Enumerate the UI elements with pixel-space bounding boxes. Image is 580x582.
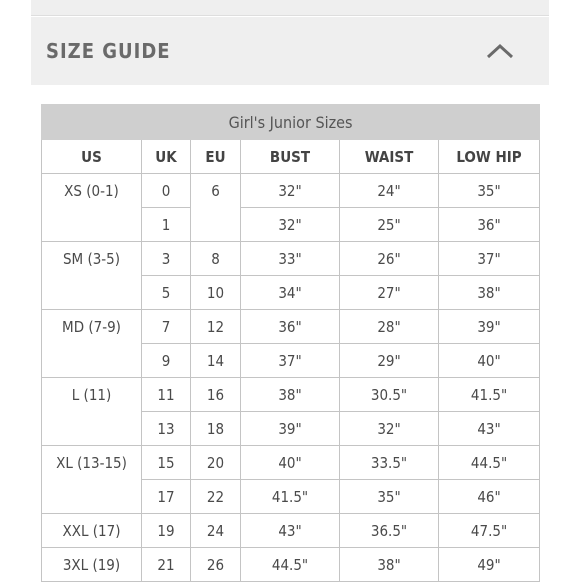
cell-eu-size: 10 — [191, 276, 241, 310]
chevron-up-icon[interactable] — [485, 41, 515, 61]
cell-low-hip: 36" — [439, 208, 540, 242]
table-row — [42, 378, 540, 412]
table-row — [42, 548, 540, 582]
cell-bust: 39" — [241, 412, 340, 446]
cell-waist: 26" — [340, 242, 439, 276]
cell-uk-size: 1 — [142, 208, 191, 242]
cell-low-hip: 49" — [439, 548, 540, 582]
cell-waist: 35" — [340, 480, 439, 514]
table-row — [42, 174, 540, 208]
cell-bust: 32" — [241, 208, 340, 242]
cell-eu-size: 22 — [191, 480, 241, 514]
cell-eu-size: 14 — [191, 344, 241, 378]
cell-waist: 28" — [340, 310, 439, 344]
cell-uk-size: 11 — [142, 378, 191, 412]
cell-waist: 38" — [340, 548, 439, 582]
cell-low-hip: 44.5" — [439, 446, 540, 480]
column-header-eu: EU — [191, 140, 241, 174]
cell-uk-size: 9 — [142, 344, 191, 378]
cell-waist: 29" — [340, 344, 439, 378]
cell-bust: 41.5" — [241, 480, 340, 514]
cell-bust: 40" — [241, 446, 340, 480]
cell-waist: 36.5" — [340, 514, 439, 548]
cell-eu-size: 8 — [191, 242, 241, 276]
column-header-waist: WAIST — [340, 140, 439, 174]
cell-eu-size: 20 — [191, 446, 241, 480]
size-guide-title: SIZE GUIDE — [46, 39, 171, 63]
size-table-body — [42, 174, 540, 582]
cell-us-size: XXL (17) — [42, 514, 142, 548]
cell-waist: 24" — [340, 174, 439, 208]
cell-low-hip: 40" — [439, 344, 540, 378]
cell-waist: 32" — [340, 412, 439, 446]
cell-bust: 44.5" — [241, 548, 340, 582]
cell-uk-size: 0 — [142, 174, 191, 208]
column-header-bust: BUST — [241, 140, 340, 174]
cell-low-hip: 43" — [439, 412, 540, 446]
cell-uk-size: 3 — [142, 242, 191, 276]
cell-bust: 33" — [241, 242, 340, 276]
cell-waist: 30.5" — [340, 378, 439, 412]
table-row — [42, 514, 540, 548]
cell-low-hip: 35" — [439, 174, 540, 208]
table-row — [42, 310, 540, 344]
previous-section-panel — [31, 0, 549, 16]
column-header-uk: UK — [142, 140, 191, 174]
cell-us-size: SM (3-5) — [42, 242, 142, 310]
cell-us-size: 3XL (19) — [42, 548, 142, 582]
cell-eu-size: 24 — [191, 514, 241, 548]
cell-bust: 36" — [241, 310, 340, 344]
cell-bust: 32" — [241, 174, 340, 208]
cell-waist: 27" — [340, 276, 439, 310]
cell-uk-size: 7 — [142, 310, 191, 344]
cell-uk-size: 15 — [142, 446, 191, 480]
cell-uk-size: 21 — [142, 548, 191, 582]
table-row — [42, 446, 540, 480]
cell-us-size: L (11) — [42, 378, 142, 446]
cell-low-hip: 38" — [439, 276, 540, 310]
column-header-low-hip: LOW HIP — [439, 140, 540, 174]
cell-eu-size: 18 — [191, 412, 241, 446]
size-guide-accordion-header[interactable] — [31, 17, 549, 85]
cell-eu-size: 16 — [191, 378, 241, 412]
cell-low-hip: 46" — [439, 480, 540, 514]
cell-low-hip: 47.5" — [439, 514, 540, 548]
cell-uk-size: 5 — [142, 276, 191, 310]
table-caption: Girl's Junior Sizes — [42, 105, 540, 140]
cell-bust: 34" — [241, 276, 340, 310]
cell-low-hip: 41.5" — [439, 378, 540, 412]
cell-eu-size: 26 — [191, 548, 241, 582]
cell-waist: 25" — [340, 208, 439, 242]
cell-us-size: MD (7-9) — [42, 310, 142, 378]
column-header-us: US — [42, 140, 142, 174]
cell-uk-size: 19 — [142, 514, 191, 548]
size-table — [41, 104, 540, 582]
cell-low-hip: 37" — [439, 242, 540, 276]
cell-us-size: XL (13-15) — [42, 446, 142, 514]
cell-uk-size: 13 — [142, 412, 191, 446]
cell-low-hip: 39" — [439, 310, 540, 344]
cell-uk-size: 17 — [142, 480, 191, 514]
cell-bust: 37" — [241, 344, 340, 378]
size-table-container — [41, 104, 539, 582]
cell-eu-size: 6 — [191, 174, 241, 242]
cell-eu-size: 12 — [191, 310, 241, 344]
cell-bust: 38" — [241, 378, 340, 412]
cell-bust: 43" — [241, 514, 340, 548]
table-row — [42, 242, 540, 276]
cell-us-size: XS (0-1) — [42, 174, 142, 242]
cell-waist: 33.5" — [340, 446, 439, 480]
